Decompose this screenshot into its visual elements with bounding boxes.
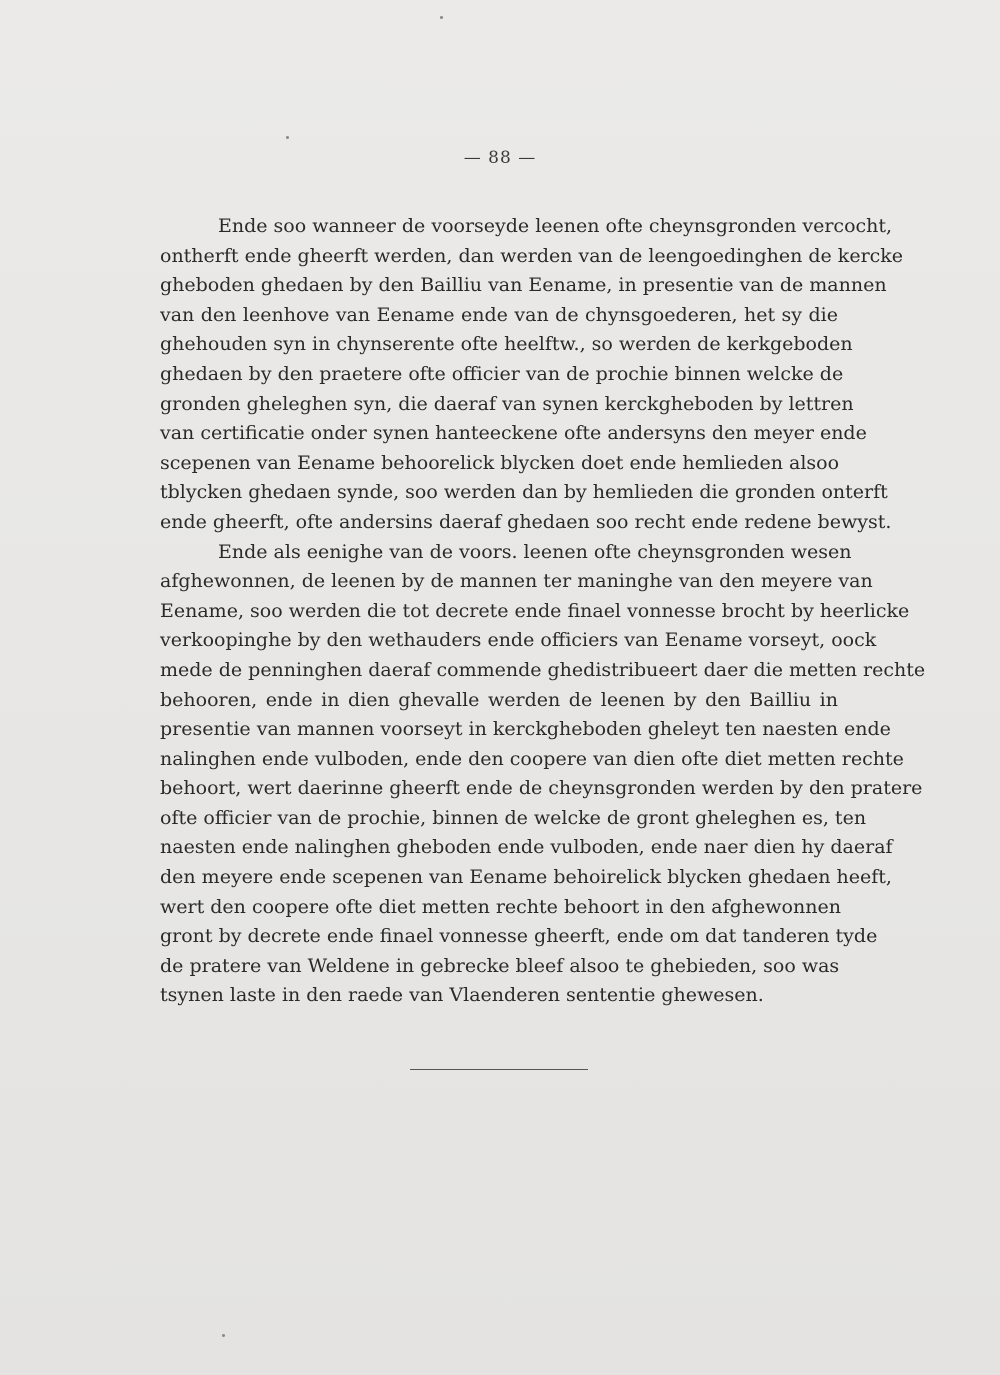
- text-line: gronden gheleghen syn, die daeraf van synen kerckgheboden by lettren: [160, 392, 854, 415]
- text-line: ghehouden syn in chynserente ofte heelftw., so werden de kerkgeboden: [160, 333, 853, 356]
- body-text: [160, 212, 926, 1011]
- text-line: presentie van mannen voorseyt in kerckgheboden gheleyt ten naesten ende: [160, 718, 891, 741]
- text-line: tsynen laste in den raede van Vlaenderen sententie ghewesen.: [160, 984, 764, 1007]
- text-line: ofte officier van de prochie, binnen de welcke de gront gheleghen es, ten: [160, 806, 867, 829]
- text-line: van certificatie onder synen hanteeckene ofte andersyns den meyer ende: [160, 422, 867, 445]
- text-line: Ende als eenighe van de voors. leenen ofte cheynsgronden wesen: [218, 540, 852, 563]
- text-line: nalinghen ende vulboden, ende den coopere van dien ofte diet metten rechte: [160, 747, 904, 770]
- page-number: — 88 —: [463, 148, 537, 168]
- horizontal-rule: [410, 1069, 588, 1070]
- scan-speck: [286, 136, 289, 139]
- scan-speck: [222, 1334, 225, 1337]
- text-line: tblycken ghedaen synde, soo werden dan by hemlieden die gronden onterft: [160, 481, 888, 504]
- text-line: naesten ende nalinghen gheboden ende vulboden, ende naer dien hy daeraf: [160, 836, 893, 859]
- text-line: gront by decrete ende finael vonnesse gheerft, ende om dat tanderen tyde: [160, 925, 878, 948]
- text-line: Ende soo wanneer de voorseyde leenen ofte cheynsgronden vercocht,: [218, 215, 893, 237]
- scan-speck: [440, 16, 443, 19]
- text-line: behooren, ende in dien ghevalle werden de leenen by den Bailliu in: [160, 688, 838, 711]
- text-line: behoort, wert daerinne gheerft ende de cheynsgronden werden by den pratere: [160, 777, 923, 800]
- text-line: van den leenhove van Eename ende van de chynsgoederen, het sy die: [160, 303, 838, 326]
- text-line: Eename, soo werden die tot decrete ende finael vonnesse brocht by heerlicke: [160, 599, 910, 622]
- text-line: scepenen van Eename behoorelick blycken doet ende hemlieden alsoo: [160, 451, 840, 474]
- text-line: wert den coopere ofte diet metten rechte behoort in den afghewonnen: [160, 895, 841, 918]
- text-line: verkoopinghe by den wethauders ende officiers van Eename vorseyt, oock: [160, 629, 877, 652]
- text-line: ghedaen by den praetere ofte officier van de prochie binnen welcke de: [160, 362, 844, 385]
- text-line: mede de penninghen daeraf commende ghedistribueert daer die metten rechte: [160, 658, 926, 681]
- text-line: den meyere ende scepenen van Eename behoirelick blycken ghedaen heeft,: [160, 866, 892, 889]
- text-line: ende gheerft, ofte andersins daeraf ghedaen soo recht ende redene bewyst.: [160, 510, 892, 533]
- text-line: ontherft ende gheerft werden, dan werden van de leengoedinghen de kercke: [160, 244, 904, 267]
- text-line: afghewonnen, de leenen by de mannen ter maninghe van den meyere van: [160, 570, 873, 593]
- text-line: de pratere van Weldene in gebrecke bleef alsoo te ghebieden, soo was: [160, 954, 840, 977]
- text-line: gheboden ghedaen by den Bailliu van Eename, in presentie van de mannen: [160, 274, 887, 297]
